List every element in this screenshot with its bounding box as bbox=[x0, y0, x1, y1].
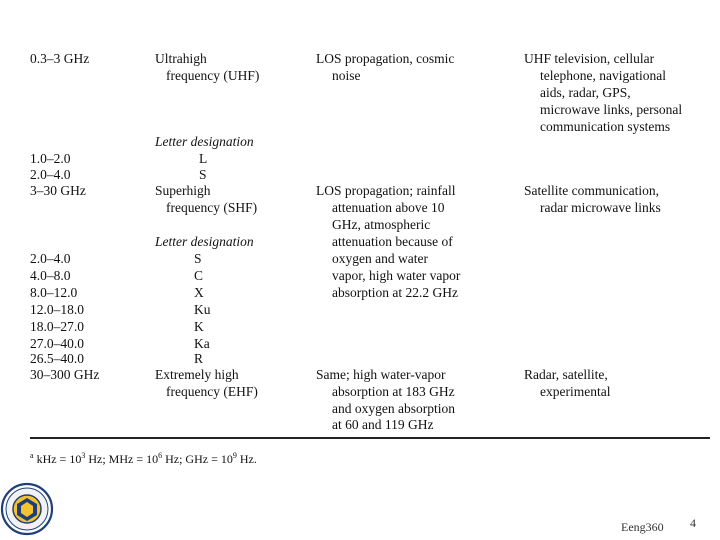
shf-range: 3–30 GHz bbox=[30, 183, 86, 198]
ehf-name-line2: frequency (EHF) bbox=[166, 384, 258, 399]
uhf-range: 0.3–3 GHz bbox=[30, 51, 90, 66]
shf-propagation-line7: absorption at 22.2 GHz bbox=[332, 285, 458, 300]
ehf-range: 30–300 GHz bbox=[30, 367, 100, 382]
shf-propagation-line1: LOS propagation; rainfall bbox=[316, 183, 456, 198]
letters2-letter-5: K bbox=[194, 319, 204, 334]
letters2-range-7: 26.5–40.0 bbox=[30, 351, 84, 366]
letters2-letter-2: C bbox=[194, 268, 204, 283]
shf-applications-line1: Satellite communication, bbox=[524, 183, 659, 198]
uhf-name-line2: frequency (UHF) bbox=[166, 68, 260, 83]
letters2-range-5: 18.0–27.0 bbox=[30, 319, 84, 334]
shf-propagation-line4: attenuation because of bbox=[332, 234, 453, 249]
letters1-range-1: 1.0–2.0 bbox=[30, 151, 71, 166]
shf-applications-line2: radar microwave links bbox=[540, 200, 661, 215]
footnote-text-4: Hz. bbox=[236, 452, 257, 466]
uhf-applications-line1: UHF television, cellular bbox=[524, 51, 655, 66]
letters2-letter-1: S bbox=[194, 251, 202, 266]
letters2-range-6: 27.0–40.0 bbox=[30, 336, 84, 351]
uhf-propagation-line1: LOS propagation, cosmic bbox=[316, 51, 455, 66]
letter-designation-heading-2: Letter designation bbox=[155, 234, 254, 249]
ehf-name-line1: Extremely high bbox=[155, 367, 239, 382]
footnote-text-2: Hz; MHz = 10 bbox=[85, 452, 159, 466]
footnote-exponent-2: 6 bbox=[158, 451, 163, 460]
letters1-letter-2: S bbox=[199, 167, 207, 182]
letters1-letter-1: L bbox=[199, 151, 208, 166]
page-number: 4 bbox=[690, 516, 696, 530]
uhf-applications-line4: microwave links, personal bbox=[540, 102, 683, 117]
ehf-propagation-line1: Same; high water-vapor bbox=[316, 367, 446, 382]
ehf-propagation-line4: at 60 and 119 GHz bbox=[332, 417, 434, 432]
letters2-range-1: 2.0–4.0 bbox=[30, 251, 71, 266]
shf-propagation-line2: attenuation above 10 bbox=[332, 200, 445, 215]
letters1-range-2: 2.0–4.0 bbox=[30, 167, 71, 182]
letters2-range-2: 4.0–8.0 bbox=[30, 268, 71, 283]
uhf-propagation-line2: noise bbox=[332, 68, 361, 83]
letters2-range-3: 8.0–12.0 bbox=[30, 285, 78, 300]
footer-course-label: Eeng360 bbox=[621, 520, 664, 534]
ehf-applications-line2: experimental bbox=[540, 384, 611, 399]
uhf-applications-line3: aids, radar, GPS, bbox=[540, 85, 631, 100]
footnote-marker: a bbox=[30, 451, 34, 460]
footnote-exponent-1: 3 bbox=[81, 451, 86, 460]
ehf-propagation-line2: absorption at 183 GHz bbox=[332, 384, 455, 399]
letters2-range-4: 12.0–18.0 bbox=[30, 302, 84, 317]
shf-name-line2: frequency (SHF) bbox=[166, 200, 258, 215]
footnote-text-3: Hz; GHz = 10 bbox=[162, 452, 233, 466]
uhf-applications-line5: communication systems bbox=[540, 119, 671, 134]
footnote-exponent-3: 9 bbox=[232, 451, 237, 460]
ehf-applications-line1: Radar, satellite, bbox=[524, 367, 608, 382]
shf-propagation-line6: vapor, high water vapor bbox=[332, 268, 461, 283]
footnote bbox=[30, 452, 257, 467]
letter-designation-heading-1: Letter designation bbox=[155, 134, 254, 149]
letters2-letter-6: Ka bbox=[194, 336, 210, 351]
letters2-letter-3: X bbox=[194, 285, 204, 300]
footnote-text-1: kHz = 10 bbox=[33, 452, 82, 466]
shf-name-line1: Superhigh bbox=[155, 183, 211, 198]
ehf-propagation-line3: and oxygen absorption bbox=[332, 401, 455, 416]
uhf-name-line1: Ultrahigh bbox=[155, 51, 207, 66]
table-bottom-rule bbox=[30, 437, 710, 439]
letters2-letter-4: Ku bbox=[194, 302, 211, 317]
university-logo-icon bbox=[0, 482, 54, 536]
letters2-letter-7: R bbox=[194, 351, 204, 366]
shf-propagation-line5: oxygen and water bbox=[332, 251, 428, 266]
uhf-applications-line2: telephone, navigational bbox=[540, 68, 666, 83]
shf-propagation-line3: GHz, atmospheric bbox=[332, 217, 431, 232]
